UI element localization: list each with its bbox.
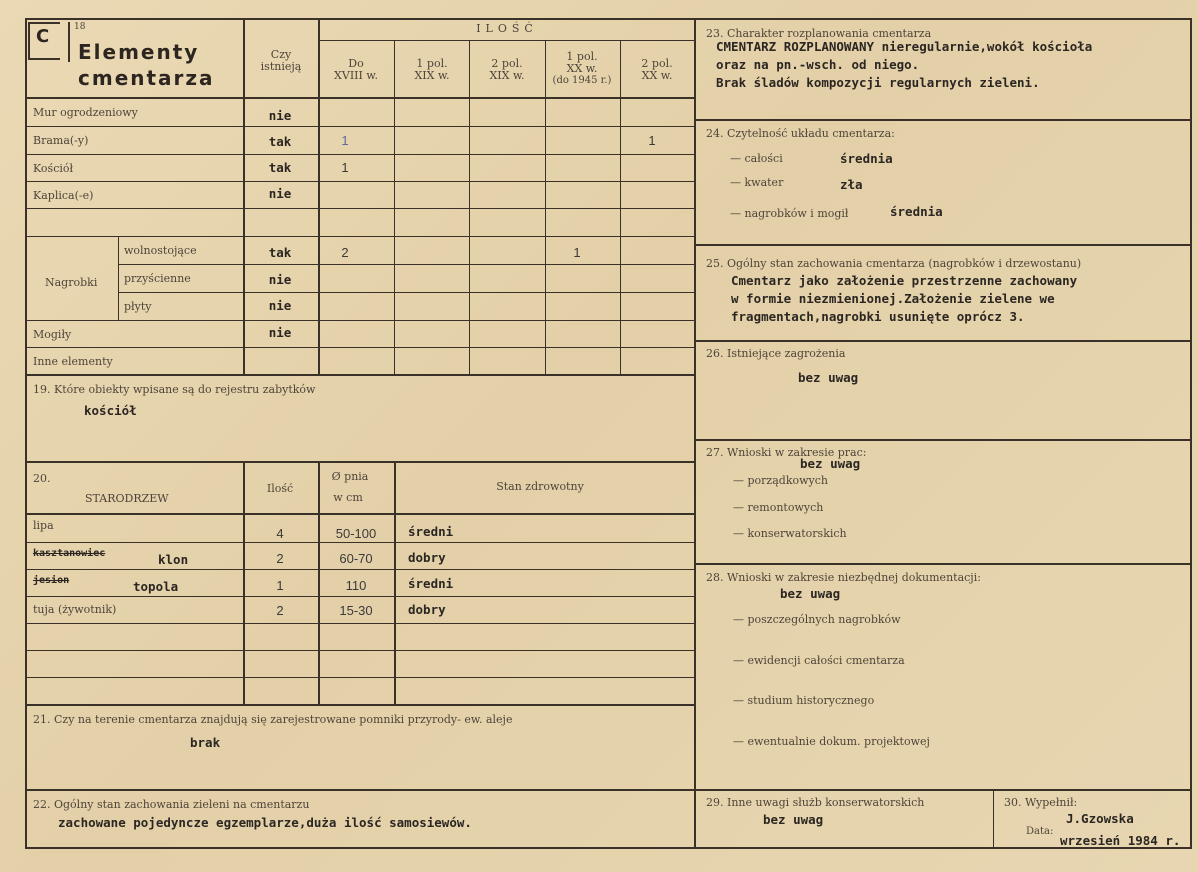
q28-answer: bez uwag (780, 586, 841, 601)
tree-row-rule (25, 623, 695, 624)
quantity-header: ILOŚĆ (476, 22, 538, 35)
row-rule (25, 126, 695, 127)
row-rule (25, 236, 695, 237)
period-5-line1: 2 pol. (641, 57, 673, 70)
exists-value: tak (268, 134, 292, 149)
period-1-line1: Do (348, 57, 364, 70)
page-title-line2: cmentarza (78, 66, 215, 90)
period-3-line1: 2 pol. (491, 57, 523, 70)
q23-bottom-rule (694, 119, 1192, 121)
q30-date: wrzesień 1984 r. (1060, 833, 1181, 848)
q22-label: 22. Ogólny stan zachowania zieleni na cmentarzu (33, 798, 310, 811)
exists-col-right (318, 18, 320, 375)
tree-name-typed: topola (133, 579, 179, 594)
row-rule (25, 320, 695, 321)
tree-health: średni (408, 524, 454, 539)
tree-row-rule (25, 569, 695, 570)
header-bottom-rule (25, 97, 695, 99)
q20-count-header: Ilość (266, 482, 294, 495)
tree-count: 2 (276, 551, 284, 566)
tree-health: dobry (408, 550, 446, 565)
tree-diameter: 110 (345, 578, 367, 593)
q27-bottom-rule (694, 563, 1192, 565)
q24-item-value: średnia (840, 151, 893, 166)
element-label: płyty (124, 300, 152, 313)
q25-bottom-rule (694, 340, 1192, 342)
period-4-line3: (do 1945 r.) (552, 75, 612, 86)
q20-number: 20. (33, 472, 51, 485)
element-label: Mur ogrodzeniowy (33, 106, 138, 119)
center-divider (694, 18, 696, 848)
top-border (25, 18, 1192, 20)
period-2-line2: XIX w. (414, 69, 450, 82)
q20-diameter-header-line2: w cm (333, 491, 363, 504)
element-label: przyścienne (124, 272, 191, 285)
count-value: 1 (573, 245, 581, 260)
count-value: 1 (648, 133, 656, 148)
q20-diameter-header-line1: Ø pnia (331, 470, 369, 483)
section-letter: C (36, 26, 52, 47)
q28-item: — ewidencji całości cmentarza (733, 654, 905, 667)
q25-answer-line: w formie niezmienionej.Założenie zielene we (731, 291, 1055, 306)
q24-item-label: — całości (730, 152, 783, 165)
q20-col-2 (318, 462, 320, 705)
q20-header-rule (25, 513, 695, 515)
element-label: Kościół (33, 162, 74, 175)
exists-value: nie (268, 108, 292, 123)
q28-item: — poszczególnych nagrobków (733, 613, 901, 626)
q24-label: 24. Czytelność układu cmentarza: (706, 127, 895, 140)
q30-date-label: Data: (1026, 826, 1054, 837)
q25-label: 25. Ogólny stan zachowania cmentarza (nagrobków i drzewostanu) (706, 257, 1082, 270)
tree-row-rule (25, 596, 695, 597)
count-value: 2 (341, 245, 349, 260)
q23-label: 23. Charakter rozplanowania cmentarza (706, 27, 932, 40)
q26-label: 26. Istniejące zagrożenia (706, 347, 846, 360)
q27-answer: bez uwag (800, 456, 861, 471)
elements-bottom-rule (25, 374, 695, 376)
exists-value: nie (268, 272, 292, 287)
q24-item-label: — kwater (730, 176, 784, 189)
q30-label: 30. Wypełnił: (1004, 796, 1078, 809)
q19-label: 19. Które obiekty wpisane są do rejestru zabytków (33, 383, 316, 396)
period-3-line2: XIX w. (489, 69, 525, 82)
exists-value: tak (268, 160, 292, 175)
element-label: Kaplica(-e) (33, 189, 94, 202)
element-label: wolnostojące (124, 244, 197, 257)
q29-q30-divider (993, 790, 994, 848)
q24-bottom-rule (694, 244, 1192, 246)
row-rule (25, 347, 695, 348)
tree-diameter: 15-30 (339, 603, 373, 618)
q27-item: — porządkowych (733, 474, 828, 487)
page-title-line1: Elementy (78, 40, 200, 64)
q21-bottom-rule (25, 789, 695, 791)
q20-col-3 (394, 462, 396, 705)
q24-item-label: — nagrobków i mogił (730, 207, 849, 220)
tree-count: 2 (276, 603, 284, 618)
nagrobki-label: Nagrobki (45, 276, 98, 289)
tree-name: lipa (33, 519, 54, 532)
q19-answer: kościół (84, 403, 137, 418)
q23-answer-line: CMENTARZ ROZPLANOWANY nieregularnie,wokół kościoła (716, 39, 1093, 54)
period-1-line2: XVIII w. (334, 69, 378, 82)
q24-item-value: średnia (890, 204, 943, 219)
q28-item: — ewentualnie dokum. projektowej (733, 735, 930, 748)
right-border (1190, 18, 1192, 848)
q30-name: J.Gzowska (1066, 811, 1134, 826)
q20-health-header: Stan zdrowotny (496, 480, 584, 493)
tree-row-rule (25, 650, 695, 651)
row-rule (25, 208, 695, 209)
period-2-line1: 1 pol. (416, 57, 448, 70)
exists-header-line2: istnieją (260, 60, 302, 73)
q29-label: 29. Inne uwagi służb konserwatorskich (706, 796, 925, 809)
q19-bottom-rule (25, 461, 695, 463)
tree-diameter: 50-100 (335, 526, 377, 541)
period-5-line2: XX w. (641, 69, 673, 82)
tree-health: średni (408, 576, 454, 591)
nagrobki-divider (118, 237, 119, 320)
tree-count: 4 (276, 526, 284, 541)
tree-row-rule (25, 542, 695, 543)
tree-health: dobry (408, 602, 446, 617)
q29-answer: bez uwag (763, 812, 824, 827)
exists-header-line1: Czy (270, 48, 292, 61)
element-label: Inne elementy (33, 355, 113, 368)
period-4-line2: XX w. (566, 62, 598, 75)
quantity-header-rule (318, 40, 694, 41)
q28-bottom-rule (694, 789, 1192, 791)
q28-item: — studium historycznego (733, 694, 875, 707)
title-left-rule (68, 22, 70, 62)
tree-count: 1 (276, 578, 284, 593)
exists-value: nie (268, 298, 292, 313)
tree-name-struck: jesion (33, 575, 70, 586)
left-border (25, 18, 27, 848)
element-label: Brama(-y) (33, 134, 89, 147)
q23-answer-line: oraz na pn.-wsch. od niego. (716, 57, 920, 72)
section-number: 18 (74, 22, 86, 32)
q25-answer-line: Cmentarz jako założenie przestrzenne zachowany (731, 273, 1078, 288)
tree-name: tuja (żywotnik) (33, 603, 117, 616)
q24-item-value: zła (840, 177, 863, 192)
count-value: 1 (341, 133, 349, 148)
q20-title: STARODRZEW (85, 492, 169, 505)
q20-col-1 (243, 462, 245, 705)
row-rule (25, 181, 695, 182)
q27-label: 27. Wnioski w zakresie prac: (706, 446, 867, 459)
q21-answer: brak (190, 735, 221, 750)
exists-value: nie (268, 186, 292, 201)
q26-answer: bez uwag (798, 370, 859, 385)
count-value: 1 (341, 160, 349, 175)
period-4-line1: 1 pol. (566, 50, 598, 63)
exists-col-left (243, 18, 245, 375)
q20-bottom-rule (25, 704, 695, 706)
exists-value: tak (268, 245, 292, 260)
bottom-border (25, 847, 1192, 849)
row-rule (118, 292, 695, 293)
q25-answer-line: fragmentach,nagrobki usunięte oprócz 3. (731, 309, 1025, 324)
q26-bottom-rule (694, 439, 1192, 441)
q21-label: 21. Czy na terenie cmentarza znajdują się zarejestrowane pomniki przyrody- ew. aleje (33, 713, 513, 726)
q22-answer: zachowane pojedyncze egzemplarze,duża ilość samosiewów. (58, 815, 472, 830)
tree-row-rule (25, 677, 695, 678)
tree-diameter: 60-70 (339, 551, 373, 566)
row-rule (118, 264, 695, 265)
tree-name-struck: kasztanowiec (33, 548, 106, 559)
q28-label: 28. Wnioski w zakresie niezbędnej dokumentacji: (706, 571, 981, 584)
q27-item: — konserwatorskich (733, 527, 847, 540)
row-rule (25, 154, 695, 155)
q27-item: — remontowych (733, 501, 824, 514)
exists-value: nie (268, 325, 292, 340)
tree-name-typed: klon (158, 552, 189, 567)
q23-answer-line: Brak śladów kompozycji regularnych zieleni. (716, 75, 1040, 90)
element-label: Mogiły (33, 328, 72, 341)
